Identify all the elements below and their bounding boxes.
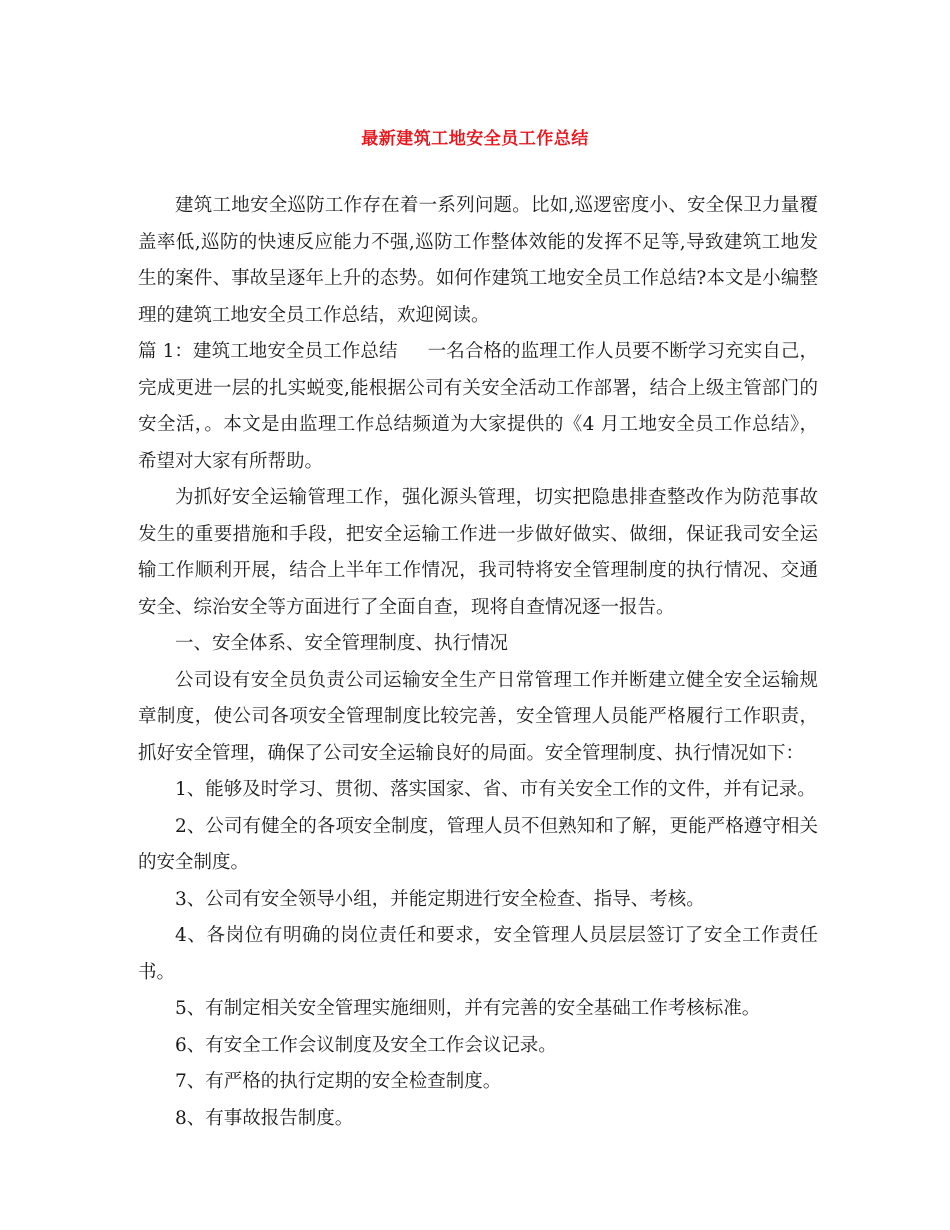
document-title: 最新建筑工地安全员工作总结 <box>361 129 589 149</box>
chapter-label: 篇 1：建筑工地安全员工作总结 <box>138 341 398 362</box>
list-item: 6、有安全工作会议制度及安全工作会议记录。 <box>175 1034 557 1056</box>
list-item: 8、有事故报告制度。 <box>175 1107 354 1129</box>
list-item: 7、有严格的执行定期的安全检查制度。 <box>175 1071 502 1092</box>
list-item: 2、公司有健全的各项安全制度，管理人员不但熟知和了解，更能严格遵守相关的安全制度。 <box>138 815 818 873</box>
section-heading: 一、安全体系、安全管理制度、执行情况 <box>175 633 509 654</box>
list-item: 3、公司有安全领导小组，并能定期进行安全检查、指导、考核。 <box>175 888 705 910</box>
system-paragraph: 公司设有安全员负责公司运输安全生产日常管理工作并断建立健全安全运输规章制度，使公司各项安全管理制度比较完善，安全管理人员能严格履行工作职责，抓好安全管理，确保了公司安全运输良好的局面。安全管理制度、执行情况如下： <box>138 669 818 764</box>
transport-paragraph: 为抓好安全运输管理工作，强化源头管理，切实把隐患排查整改作为防范事故发生的重要措施和手段，把安全运输工作进一步做好做实、做细，保证我司安全运输工作顺利开展，结合上半年工作情况，我司特将安全管理制度的执行情况、交通安全、综治安全等方面进行了全面自查，现将自查情况逐一报告。 <box>138 487 818 618</box>
document-body <box>138 188 818 1137</box>
chapter-paragraph <box>138 334 818 480</box>
list-item: 5、有制定相关安全管理实施细则，并有完善的安全基础工作考核标准。 <box>175 998 761 1019</box>
list-item: 1、能够及时学习、贯彻、落实国家、省、市有关安全工作的文件，并有记录。 <box>175 779 816 800</box>
intro-paragraph: 建筑工地安全巡防工作存在着一系列问题。比如,巡逻密度小、安全保卫力量覆盖率低,巡防的快速反应能力不强,巡防工作整体效能的发挥不足等,导致建筑工地发生的案件、事故呈逐年上升的态势。如何作建筑工地安全员工作总结?本文是小编整理的建筑工地安全员工作总结，欢迎阅读。 <box>138 195 818 326</box>
chapter-text: 一名合格的监理工作人员要不断学习充实自己，完成更进一层的扎实蜕变,能根据公司有关安全活动工作部署，结合上级主管部门的安全活，。本文是由监理工作总结频道为大家提供的《4 月工地安全员工作总结》，希望对大家有所帮助。 <box>138 341 818 472</box>
list-item: 4、各岗位有明确的岗位责任和要求，安全管理人员层层签订了安全工作责任书。 <box>138 925 818 983</box>
